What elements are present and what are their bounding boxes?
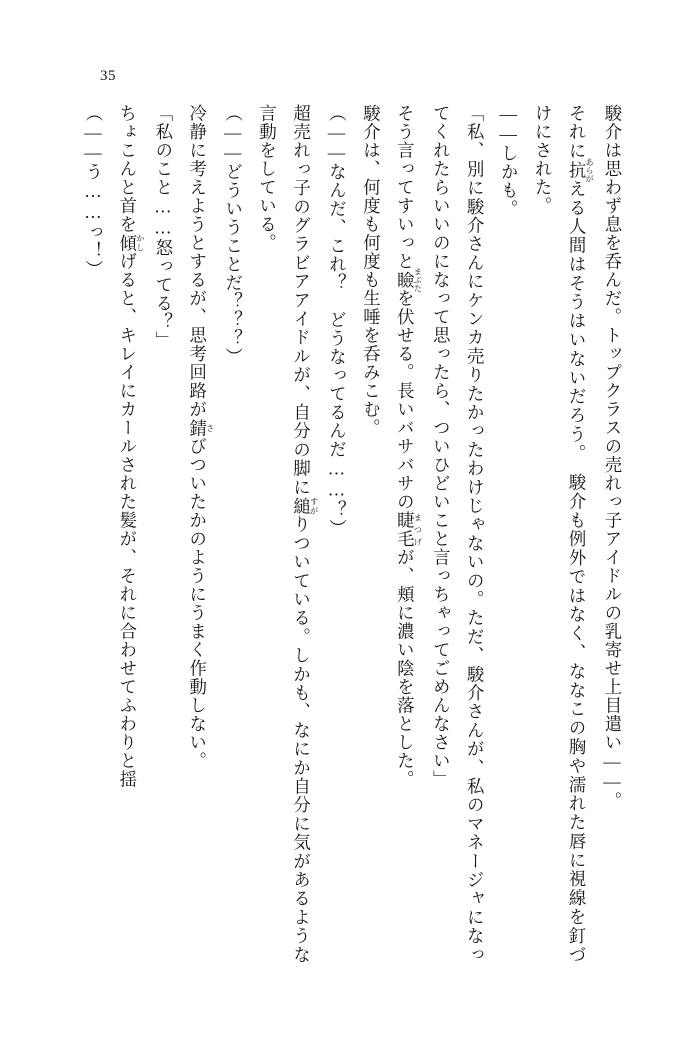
ruby-mabuta: 瞼 まぶた	[394, 267, 423, 293]
paragraph-5: そう言ってすいっと瞼 まぶたを伏せる。長いバサバサの睫毛 まつげが、頬に濃い陰を落とした。	[394, 104, 423, 789]
paragraph-7: （——なんだ、これ？ どうなってるんだ……？）	[326, 104, 347, 538]
paragraph-9: （——どういうことだ？？？）	[222, 104, 243, 366]
page-number: 35	[100, 68, 116, 84]
ruby-matsuge: 睫毛 まつげ	[394, 511, 423, 548]
paragraph-8: 超売れっ子のグラビアアイドルが、自分の脚に縋 すがりついている。しかも、なにか自分に気があるような言動をしている。	[256, 104, 319, 965]
paragraph-1: 駿介は思わず息を呑んだ。トップクラスの売れっ子アイドルの乳寄せ上目遣い——。	[602, 104, 622, 810]
paragraph-4: 「私、別に駿介さんにケンカ売りたかったわけじゃないの。ただ、駿介さんが、私のマネージャになってくれたらいいのになって思ったら、ついひどいこと言っちゃってごめんなさい」	[430, 104, 485, 964]
paragraph-11: 「私のこと……怒ってる？」	[152, 104, 173, 350]
paragraph-13: （——う……っ！）	[82, 104, 103, 279]
ruby-kashigeru: 傾 かし	[116, 233, 145, 252]
paragraph-10: 冷静に考えようとするが、思考回路が錆 さびついたかのようにうまく作動しない。	[186, 104, 215, 770]
paragraph-3: ——しかも。	[498, 104, 519, 218]
ruby-aragaeru: 抗 あらが	[566, 157, 595, 183]
ruby-sabi: 錆 さ	[186, 418, 215, 437]
paragraph-6: 駿介は、何度も何度も生唾を呑みこむ。	[360, 104, 381, 437]
paragraph-12: ちょこんと首を傾 かしげると、キレイにカールされた髪が、それに合わせてふわりと揺	[116, 104, 145, 789]
vertical-text-body	[68, 104, 628, 964]
ruby-sugaru: 縋 すが	[290, 496, 319, 516]
paragraph-2: それに抗 あらがえる人間はそうはいないだろう。 駿介も例外ではなく、ななこの胸や濡れた唇に視線を釘づけにされた。	[532, 104, 595, 964]
